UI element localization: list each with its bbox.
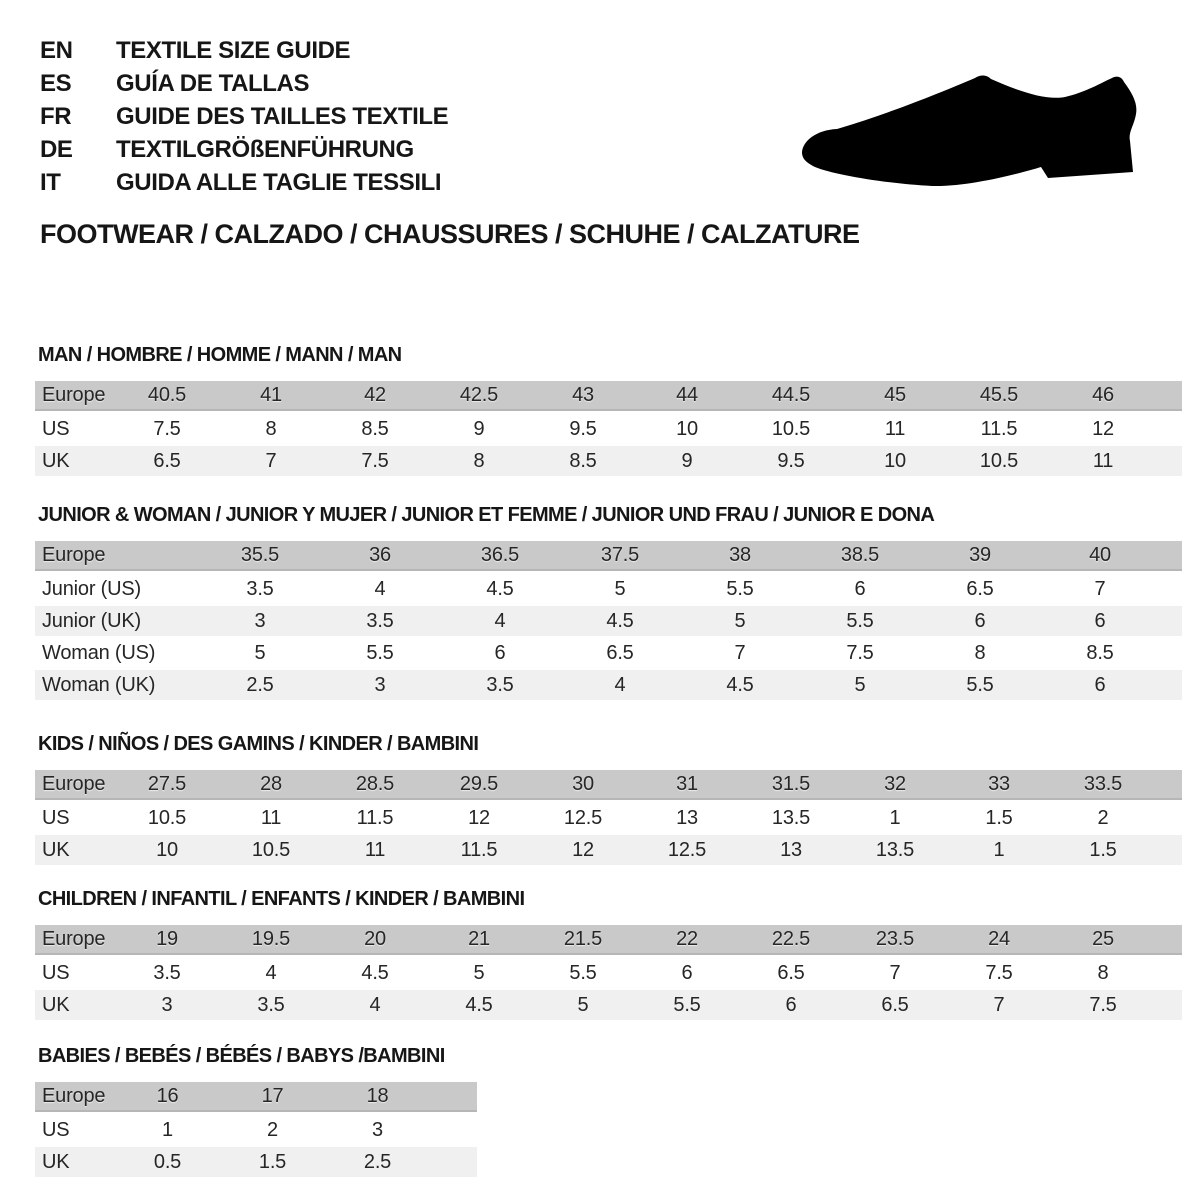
table-cell: 7: [993, 993, 1005, 1016]
table-cell: 7.5: [846, 641, 874, 664]
table-cell: 22.5: [771, 927, 811, 950]
table-row: [35, 990, 1182, 1020]
table-row: [35, 381, 1182, 411]
table-cell: 10.5: [251, 838, 291, 861]
row-label: UK: [42, 449, 70, 472]
table-cell: 11.5: [460, 838, 498, 861]
row-label: Woman (UK): [42, 673, 156, 696]
table-title: CHILDREN / INFANTIL / ENFANTS / KINDER / BAMBINI: [38, 888, 525, 910]
table-cell: 28.5: [355, 772, 395, 795]
language-header: [40, 34, 448, 199]
table-cell: 2.5: [363, 1150, 392, 1173]
table-cell: 13: [676, 806, 698, 829]
table-cell: 4.5: [486, 577, 514, 600]
table-cell: 3: [254, 609, 266, 632]
table-cell: 3.5: [366, 609, 394, 632]
table-row: [35, 835, 1182, 865]
table-cell: 6: [785, 993, 797, 1016]
table-cell: 38.5: [840, 543, 880, 566]
table-row: [35, 1147, 477, 1177]
table-cell: 5: [473, 961, 485, 984]
table-cell: 8.5: [1086, 641, 1114, 664]
table-cell: 6.5: [777, 961, 805, 984]
language-code: IT: [40, 169, 61, 196]
row-label: Woman (US): [42, 641, 156, 664]
table-cell: 2.5: [246, 673, 274, 696]
table-body: [35, 1082, 477, 1177]
table-cell: 24: [988, 927, 1010, 950]
table-cell: 3.5: [153, 961, 181, 984]
table-row: [35, 803, 1182, 833]
size-table-children: [35, 888, 1182, 1022]
table-cell: 23.5: [875, 927, 915, 950]
table-cell: 1: [889, 806, 901, 829]
table-cell: 12.5: [563, 806, 603, 829]
table-cell: 36: [369, 543, 391, 566]
row-label: US: [42, 961, 70, 984]
table-cell: 33.5: [1083, 772, 1123, 795]
table-row: [35, 638, 1182, 668]
table-cell: 4.5: [465, 993, 493, 1016]
table-cell: 17: [261, 1084, 284, 1107]
table-cell: 10: [884, 449, 906, 472]
table-cell: 6.5: [606, 641, 634, 664]
row-label: US: [42, 417, 70, 440]
table-cell: 1: [993, 838, 1005, 861]
table-cell: 11: [260, 806, 282, 829]
size-table-kids: [35, 733, 1182, 867]
table-cell: 5: [854, 673, 866, 696]
table-row: [35, 541, 1182, 571]
table-cell: 4: [369, 993, 381, 1016]
table-cell: 6.5: [153, 449, 181, 472]
table-title: JUNIOR & WOMAN / JUNIOR Y MUJER / JUNIOR ET FEMME / JUNIOR UND FRAU / JUNIOR E DONA: [38, 504, 935, 526]
table-row: [35, 446, 1182, 476]
table-cell: 10.5: [147, 806, 187, 829]
table-cell: 6: [681, 961, 693, 984]
table-cell: 36.5: [480, 543, 520, 566]
table-row: [35, 925, 1182, 955]
size-table-babies: [35, 1045, 477, 1179]
table-cell: 3: [374, 673, 386, 696]
row-label: Europe: [42, 383, 106, 406]
table-cell: 45.5: [979, 383, 1019, 406]
table-cell: 6.5: [966, 577, 994, 600]
table-cell: 30: [572, 772, 594, 795]
row-label: UK: [42, 838, 70, 861]
table-cell: 4.5: [361, 961, 389, 984]
table-cell: 7.5: [985, 961, 1013, 984]
size-table-man: [35, 344, 1182, 478]
table-cell: 11: [364, 838, 386, 861]
table-cell: 29.5: [459, 772, 499, 795]
table-cell: 3.5: [486, 673, 514, 696]
table-cell: 33: [988, 772, 1010, 795]
table-cell: 7.5: [361, 449, 389, 472]
table-cell: 31.5: [771, 772, 811, 795]
table-cell: 4: [614, 673, 626, 696]
table-cell: 10.5: [979, 449, 1019, 472]
table-cell: 3: [372, 1118, 383, 1141]
table-cell: 18: [366, 1084, 389, 1107]
table-cell: 7: [889, 961, 901, 984]
table-row: [35, 958, 1182, 988]
table-cell: 21.5: [563, 927, 603, 950]
language-row: [40, 67, 448, 100]
table-cell: 1.5: [985, 806, 1013, 829]
size-table-junior-woman: [35, 504, 1182, 702]
table-cell: 4: [494, 609, 506, 632]
language-label: TEXTILGRÖßENFÜHRUNG: [116, 136, 414, 163]
table-cell: 6: [1094, 673, 1106, 696]
table-cell: 8.5: [569, 449, 597, 472]
table-body: [35, 381, 1182, 476]
table-cell: 3: [161, 993, 173, 1016]
table-cell: 19: [156, 927, 178, 950]
table-cell: 5.5: [846, 609, 874, 632]
table-cell: 35.5: [240, 543, 280, 566]
row-label: Europe: [42, 543, 106, 566]
table-body: [35, 770, 1182, 865]
language-label: GUIDA ALLE TAGLIE TESSILI: [116, 169, 442, 196]
language-row: [40, 100, 448, 133]
table-cell: 39: [969, 543, 991, 566]
table-cell: 0.5: [153, 1150, 182, 1173]
table-cell: 13: [780, 838, 802, 861]
table-cell: 9: [473, 417, 485, 440]
table-cell: 12: [1092, 417, 1114, 440]
table-cell: 1: [162, 1118, 173, 1141]
table-cell: 7.5: [1089, 993, 1117, 1016]
table-title: MAN / HOMBRE / HOMME / MANN / MAN: [38, 344, 402, 366]
table-cell: 5.5: [966, 673, 994, 696]
table-title: KIDS / NIÑOS / DES GAMINS / KINDER / BAMBINI: [38, 733, 479, 755]
table-cell: 4.5: [606, 609, 634, 632]
table-cell: 5.5: [366, 641, 394, 664]
table-cell: 6: [974, 609, 986, 632]
table-cell: 5: [734, 609, 746, 632]
table-cell: 44: [676, 383, 698, 406]
table-cell: 16: [156, 1084, 179, 1107]
table-cell: 45: [884, 383, 906, 406]
table-cell: 1.5: [1089, 838, 1117, 861]
table-cell: 8.5: [361, 417, 389, 440]
table-cell: 10: [156, 838, 178, 861]
table-cell: 13.5: [875, 838, 915, 861]
table-cell: 11.5: [356, 806, 394, 829]
table-cell: 5.5: [569, 961, 597, 984]
table-cell: 8: [265, 417, 277, 440]
language-row: [40, 34, 448, 67]
table-cell: 44.5: [771, 383, 811, 406]
table-cell: 5: [577, 993, 589, 1016]
table-cell: 12.5: [667, 838, 707, 861]
table-cell: 5.5: [673, 993, 701, 1016]
table-cell: 42.5: [459, 383, 499, 406]
table-cell: 7.5: [153, 417, 181, 440]
table-cell: 8: [1097, 961, 1109, 984]
table-cell: 40: [1089, 543, 1111, 566]
language-code: DE: [40, 136, 73, 163]
language-label: TEXTILE SIZE GUIDE: [116, 37, 351, 64]
table-cell: 7: [1094, 577, 1106, 600]
table-cell: 12: [572, 838, 594, 861]
table-cell: 2: [267, 1118, 278, 1141]
table-cell: 19.5: [251, 927, 291, 950]
table-cell: 27.5: [147, 772, 187, 795]
table-body: [35, 925, 1182, 1020]
table-cell: 7: [265, 449, 277, 472]
row-label: Europe: [42, 772, 106, 795]
table-row: [35, 1082, 477, 1112]
language-code: FR: [40, 103, 72, 130]
table-cell: 3.5: [246, 577, 274, 600]
row-label: Junior (US): [42, 577, 141, 600]
table-cell: 11: [884, 417, 906, 440]
table-cell: 25: [1092, 927, 1114, 950]
table-cell: 42: [364, 383, 386, 406]
table-cell: 5: [254, 641, 266, 664]
table-cell: 6.5: [881, 993, 909, 1016]
table-title: BABIES / BEBÉS / BÉBÉS / BABYS /BAMBINI: [38, 1045, 445, 1067]
table-row: [35, 670, 1182, 700]
table-cell: 9: [681, 449, 693, 472]
row-label: Europe: [42, 927, 106, 950]
table-cell: 22: [676, 927, 698, 950]
table-cell: 12: [468, 806, 490, 829]
table-cell: 6: [854, 577, 866, 600]
row-label: US: [42, 806, 70, 829]
table-cell: 8: [473, 449, 485, 472]
table-row: [35, 770, 1182, 800]
table-cell: 4: [265, 961, 277, 984]
table-cell: 5: [614, 577, 626, 600]
table-cell: 43: [572, 383, 594, 406]
language-label: GUÍA DE TALLAS: [116, 70, 310, 97]
table-cell: 38: [729, 543, 751, 566]
table-cell: 31: [676, 772, 698, 795]
table-cell: 13.5: [771, 806, 811, 829]
table-cell: 2: [1097, 806, 1109, 829]
table-row: [35, 606, 1182, 636]
table-cell: 37.5: [600, 543, 640, 566]
row-label: UK: [42, 993, 70, 1016]
table-cell: 9.5: [569, 417, 597, 440]
table-cell: 4: [374, 577, 386, 600]
category-title: FOOTWEAR / CALZADO / CHAUSSURES / SCHUHE / CALZATURE: [40, 219, 860, 249]
table-cell: 3.5: [257, 993, 285, 1016]
row-label: Junior (UK): [42, 609, 141, 632]
table-body: [35, 541, 1182, 700]
table-cell: 8: [974, 641, 986, 664]
table-cell: 6: [494, 641, 506, 664]
language-code: EN: [40, 37, 73, 64]
table-cell: 10.5: [771, 417, 811, 440]
table-row: [35, 1115, 477, 1145]
table-cell: 5.5: [726, 577, 754, 600]
table-cell: 9.5: [777, 449, 805, 472]
table-cell: 21: [468, 927, 490, 950]
language-row: [40, 166, 448, 199]
table-cell: 20: [364, 927, 386, 950]
table-cell: 32: [884, 772, 906, 795]
row-label: US: [42, 1118, 70, 1141]
language-code: ES: [40, 70, 72, 97]
table-cell: 6: [1094, 609, 1106, 632]
language-row: [40, 133, 448, 166]
table-cell: 46: [1092, 383, 1114, 406]
table-row: [35, 414, 1182, 444]
table-cell: 40.5: [147, 383, 187, 406]
table-cell: 41: [260, 383, 282, 406]
language-label: GUIDE DES TAILLES TEXTILE: [116, 103, 449, 130]
table-cell: 4.5: [726, 673, 754, 696]
table-row: [35, 574, 1182, 604]
table-cell: 7: [734, 641, 746, 664]
table-cell: 11: [1092, 449, 1114, 472]
table-cell: 1.5: [258, 1150, 287, 1173]
shoe-icon: [790, 55, 1160, 200]
table-cell: 11.5: [980, 417, 1018, 440]
row-label: Europe: [42, 1084, 106, 1107]
table-cell: 10: [676, 417, 698, 440]
table-cell: 28: [260, 772, 282, 795]
row-label: UK: [42, 1150, 70, 1173]
